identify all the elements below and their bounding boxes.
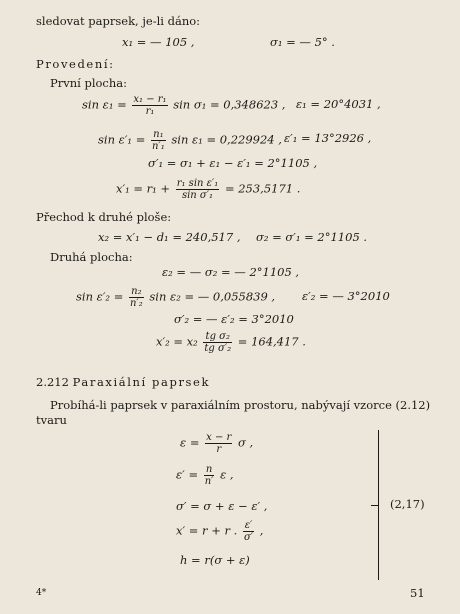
equation-lhs: x′₁ = r₁ + — [116, 181, 171, 196]
formula-x-prime — [176, 520, 263, 543]
fraction-numerator: n₂ — [129, 286, 144, 298]
fraction-denominator: sin σ′₁ — [181, 190, 214, 201]
equation-rhs: sin ε₁ = 0,229924 , — [171, 132, 282, 147]
fraction — [203, 331, 232, 354]
equation-lhs: sin ε′₂ = — [76, 289, 124, 304]
equation-sin-e2-prime — [76, 286, 275, 309]
page-number: 51 — [410, 586, 425, 600]
equation-rhs: = 164,417 . — [237, 334, 306, 349]
fraction-numerator: n — [204, 464, 215, 476]
heading-provedeni: Provedení: — [36, 57, 115, 71]
first-surface-label: První plocha: — [50, 76, 128, 90]
given-sigma1: σ₁ = — 5° . — [270, 35, 335, 49]
fraction — [176, 178, 220, 201]
fraction-numerator: ε′ — [244, 520, 253, 531]
value-e2-prime: ε′₂ = — 3°2010 — [302, 289, 390, 303]
fraction-numerator: x − r — [206, 432, 232, 443]
fraction-numerator: n₁ — [151, 129, 166, 141]
fraction-numerator: x₁ − r₁ — [133, 94, 167, 105]
equation-x2: x₂ = x′₁ − d₁ = 240,517 , — [98, 230, 241, 244]
equation-lhs: sin ε′₁ = — [98, 132, 146, 147]
right-brace — [378, 430, 385, 580]
fraction — [129, 286, 144, 309]
right-brace-tip — [371, 505, 379, 506]
formula-epsilon — [180, 432, 253, 455]
formula-rhs: ε , — [220, 467, 234, 482]
formula-rhs: σ , — [237, 435, 254, 450]
equation-rhs: sin ε₂ = — 0,055839 , — [149, 289, 276, 304]
formula-sigma-prime: σ′ = σ + ε − ε′ , — [176, 499, 268, 513]
section-heading — [36, 375, 210, 389]
fraction-denominator: n′ — [204, 476, 214, 487]
section-number: 2.212 — [36, 375, 69, 389]
formula-epsilon-prime — [176, 464, 234, 487]
equation-sigma2-prime: σ′₂ = — ε′₂ = 3°2010 — [174, 312, 294, 326]
paragraph-line-2: tvaru — [36, 413, 67, 427]
paragraph-line-1: Probíhá-li paprsek v paraxiálním prostoru, nabývají vzorce (2.12) — [50, 398, 431, 412]
value-e1: ε₁ = 20°4031 , — [296, 97, 381, 111]
equation-sin-e1 — [82, 94, 285, 117]
fraction-denominator: σ′ — [243, 532, 254, 543]
fraction-denominator: r — [216, 444, 222, 455]
fraction-numerator: r₁ sin ε′₁ — [176, 178, 219, 189]
second-surface-label: Druhá plocha: — [50, 250, 133, 264]
equation-sigma1-prime: σ′₁ = σ₁ + ε₁ − ε′₁ = 2°1105 , — [148, 156, 318, 170]
equation-number: (2,17) — [390, 497, 425, 511]
formula-h: h = r(σ + ε) — [180, 553, 250, 567]
fraction-numerator: tg σ₂ — [203, 331, 232, 343]
fraction — [132, 94, 167, 117]
footer-signature: 4* — [36, 588, 47, 598]
section-title: Paraxiální paprsek — [72, 375, 211, 389]
value-e1-prime: ε′₁ = 13°2926 , — [284, 131, 372, 145]
equation-x1-prime — [116, 178, 300, 201]
fraction — [205, 432, 232, 455]
formula-lhs: x′ = r + r . — [176, 523, 238, 538]
given-x1: x₁ = — 105 , — [122, 35, 195, 49]
fraction-denominator: n′₂ — [129, 298, 143, 309]
fraction-denominator: tg σ′₂ — [204, 343, 232, 354]
fraction — [151, 129, 166, 152]
fraction-denominator: n′₁ — [151, 141, 165, 152]
equation-sigma2: σ₂ = σ′₁ = 2°1105 . — [256, 230, 368, 244]
formula-lhs: ε = — [180, 435, 200, 450]
equation-lhs: sin ε₁ = — [82, 97, 127, 112]
equation-rhs: sin σ₁ = 0,348623 , — [173, 97, 286, 112]
fraction — [204, 464, 215, 487]
formula-lhs: ε′ = — [176, 467, 199, 482]
formula-rhs: , — [259, 523, 264, 538]
fraction-denominator: r₁ — [145, 106, 155, 117]
equation-lhs: x′₂ = x₂ — [156, 334, 198, 349]
transfer-label: Přechod k druhé ploše: — [36, 210, 172, 224]
fraction — [243, 520, 254, 543]
equation-x2-prime — [156, 331, 306, 354]
intro-text: sledovat paprsek, je-li dáno: — [36, 14, 201, 28]
equation-sin-e1-prime — [98, 129, 282, 152]
equation-e2: ε₂ = — σ₂ = — 2°1105 , — [162, 265, 300, 279]
equation-rhs: = 253,5171 . — [224, 181, 301, 196]
